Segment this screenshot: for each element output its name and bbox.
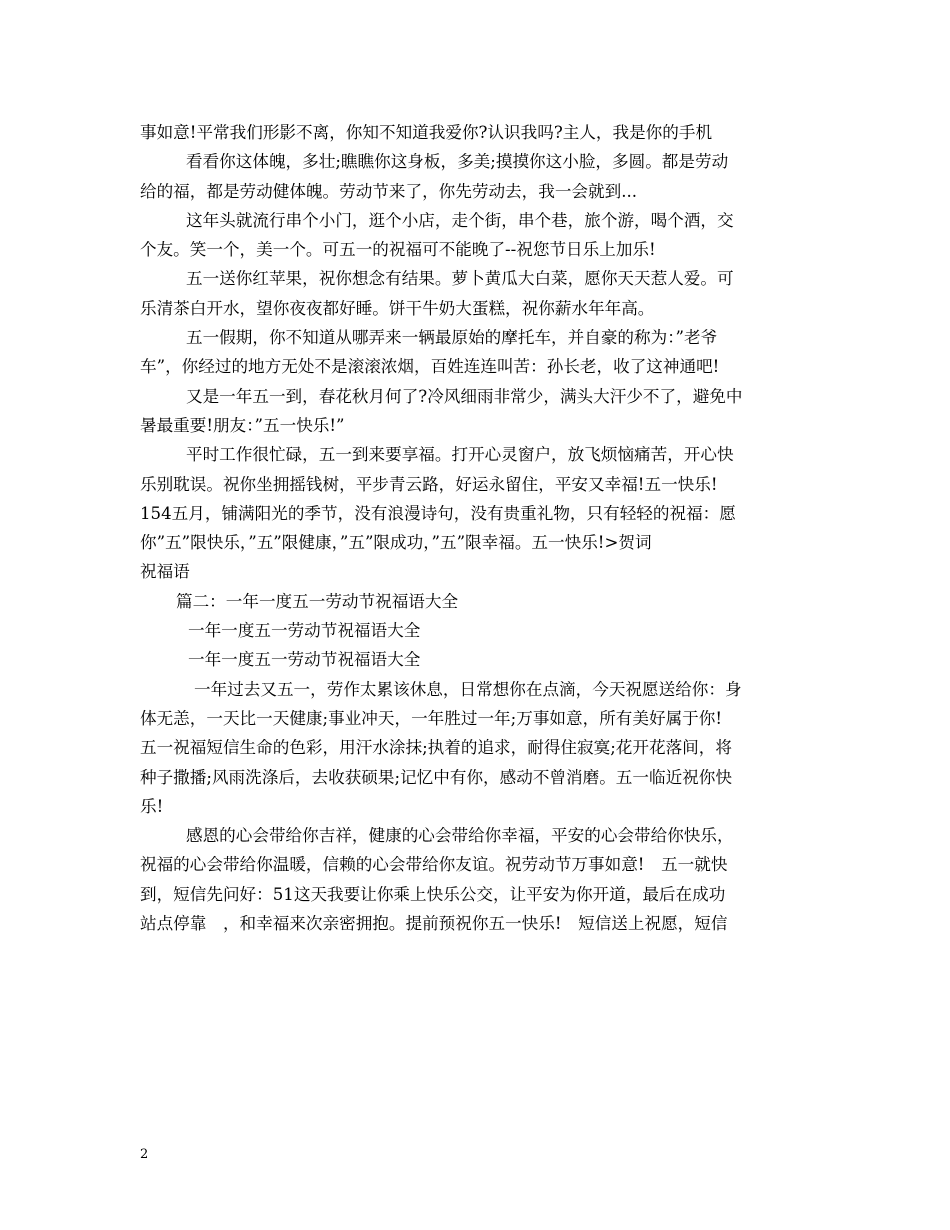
text-line: 一年过去又五一，劳作太累该休息，日常想你在点滴，今天祝愿送给你：身 [194,679,742,699]
text-line: 事如意!平常我们形影不离，你知不知道我爱你?认识我吗?主人，我是你的手机 [140,123,713,142]
section-subtitle: 一年一度五一劳动节祝福语大全 [188,621,421,641]
text-line: 又是一年五一到，春花秋月何了?冷风细雨非常少，满头大汗少不了，避免中 [186,386,743,406]
text-line: 平时工作很忙碌，五一到来要享福。打开心灵窗户，放飞烦恼痛苦，开心快 [186,445,734,465]
text-line: 乐清茶白开水，望你夜夜都好睡。饼干牛奶大蛋糕，祝你薪水年年高。 [140,298,655,318]
text-line: 你”五”限快乐，”五”限健康，”五”限成功，”五”限幸福。五一快乐!>贺词 [140,533,652,553]
text-line: 乐别耽误。祝你坐拥摇钱树，平步青云路，好运永留住，平安又幸福!五一快乐! [140,474,718,494]
text-line: 种子撒播;风雨洗涤后，去收获硕果;记忆中有你，感动不曾消磨。五一临近祝你快 [140,767,732,787]
text-line: 给的福，都是劳动健体魄。劳动节来了，你先劳动去，我一会就到... [140,181,638,201]
text-line: 个友。笑一个，美一个。可五一的祝福可不能晚了--祝您节日乐上加乐! [140,240,656,260]
text-line: 这年头就流行串个小门，逛个小店，走个街，串个巷，旅个游，喝个酒，交 [186,210,734,230]
text-line: 看看你这体魄，多壮;瞧瞧你这身板，多美;摸摸你这小脸，多圆。都是劳动 [186,152,729,172]
text-line: 五一送你红苹果，祝你想念有结果。萝卜黄瓜大白菜，愿你天天惹人爱。可 [186,269,734,289]
text-line: 到，短信先问好：51这天我要让你乘上快乐公交，让平安为你开道，最后在成功 [140,884,726,904]
text-line: 祝福的心会带给你温暖，信赖的心会带给你友谊。祝劳动节万事如意! 五一就快 [140,855,728,875]
section-heading: 篇二：一年一度五一劳动节祝福语大全 [176,591,459,611]
text-line: 祝福语 [140,562,190,582]
text-line: 感恩的心会带给你吉祥，健康的心会带给你幸福，平安的心会带给你快乐， [186,826,734,846]
text-line: 车”，你经过的地方无处不是滚滚浓烟，百姓连连叫苦：孙长老，收了这神通吧! [140,357,720,377]
text-line: 站点停靠 ，和幸福来次亲密拥抱。提前预祝你五一快乐! 短信送上祝愿，短信 [140,914,728,934]
section-subtitle: 一年一度五一劳动节祝福语大全 [188,650,421,670]
text-line: 五一假期，你不知道从哪弄来一辆最原始的摩托车，并自豪的称为：”老爷 [186,328,718,348]
text-line: 乐! [140,796,164,816]
text-line: 暑最重要!朋友：”五一快乐!” [140,415,345,435]
text-line: 五一祝福短信生命的色彩，用汗水涂抹;执着的追求，耐得住寂寞;花开花落间，将 [140,738,732,758]
text-line: 154五月，铺满阳光的季节，没有浪漫诗句，没有贵重礼物，只有轻轻的祝福：愿 [140,503,736,523]
text-line: 体无恙，一天比一天健康;事业冲天，一年胜过一年;万事如意，所有美好属于你! [140,708,723,728]
document-body [140,118,818,938]
page-number: 2 [140,1147,149,1162]
